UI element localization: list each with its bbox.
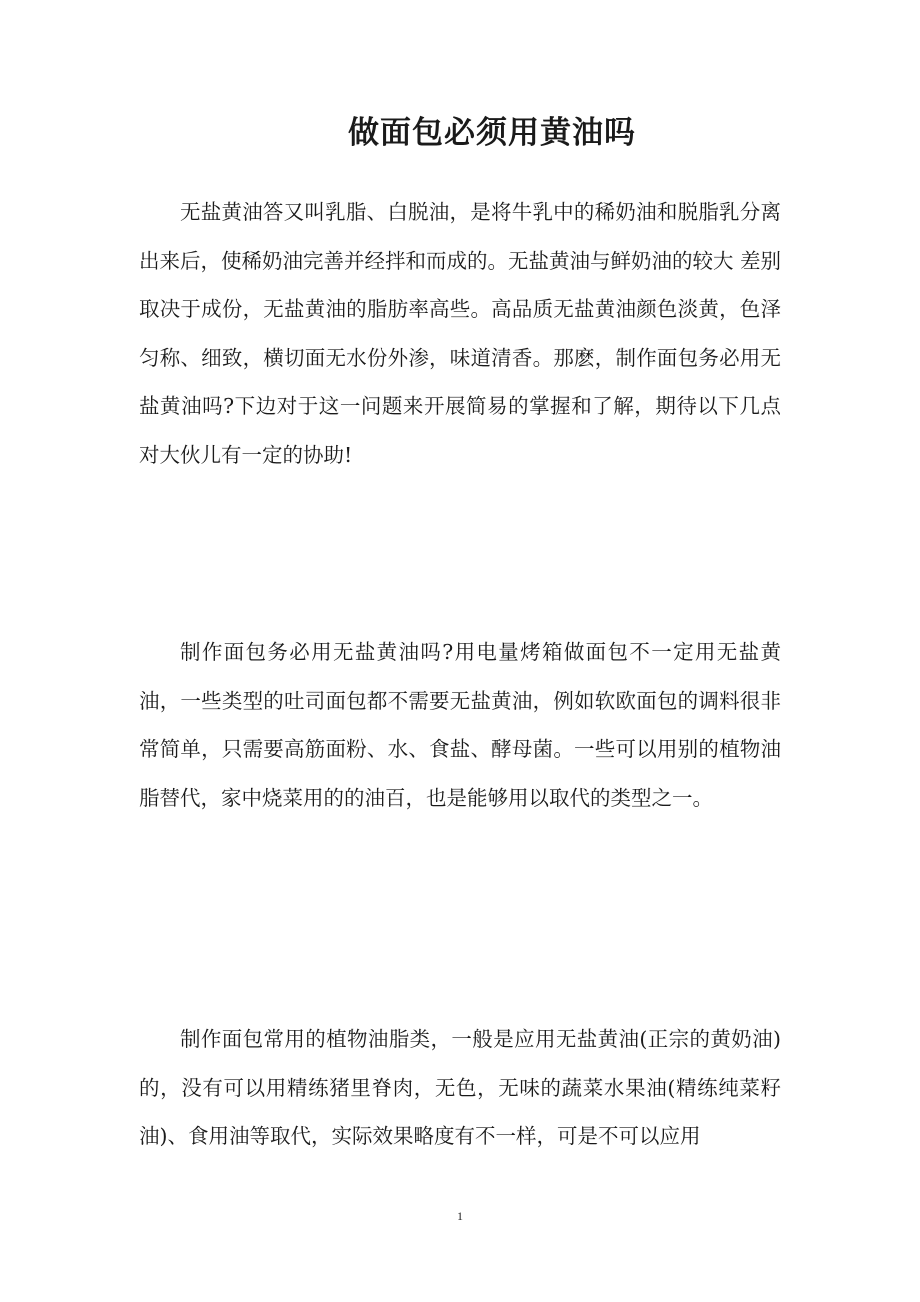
- page-number: 1: [457, 1209, 463, 1223]
- document-title: 做面包必须用黄油吗: [348, 115, 636, 151]
- paragraph-3: 制作面包常用的植物油脂类，一般是应用无盐黄油(正宗的黄奶油)的，没有可以用精练猪里脊肉，无色，无味的蔬菜水果油(精练纯菜籽油)、食用油等取代，实际效果略度有不一样，可是不可以应用: [139, 1027, 781, 1148]
- paragraph-1: 无盐黄油答又叫乳脂、白脱油，是将牛乳中的稀奶油和脱脂乳分离出来后，使稀奶油完善并经拌和而成的。无盐黄油与鲜奶油的较大 差别取决于成份，无盐黄油的脂肪率高些。高品质无盐黄油颜色淡黄，色泽匀称、细致，横切面无水份外渗，味道清香。那麽，制作面包务必用无盐黄油吗?下边对于这一问题来开展简易的掌握和了解，期待以下几点对大伙儿有一定的协助!: [139, 200, 782, 467]
- paragraph-2: 制作面包务必用无盐黄油吗?用电量烤箱做面包不一定用无盐黄油，一些类型的吐司面包都不需要无盐黄油，例如软欧面包的调料很非常简单，只需要高筋面粉、水、食盐、酵母菌。一些可以用别的植物油脂替代，家中烧菜用的的油百，也是能够用以取代的类型之一。: [139, 640, 781, 810]
